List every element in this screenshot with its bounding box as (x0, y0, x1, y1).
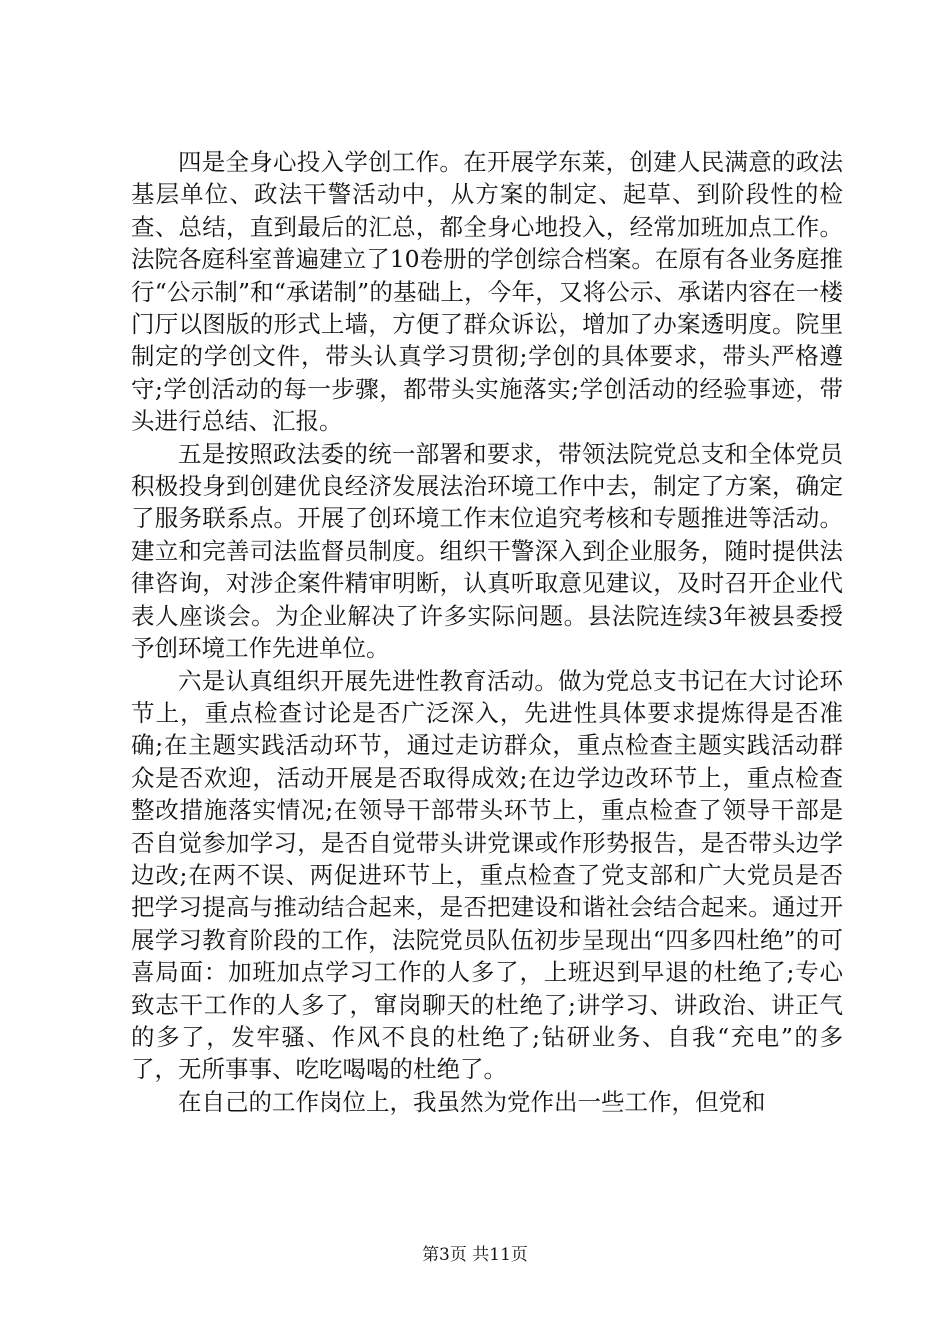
paragraph-4: 四是全身心投入学创工作。在开展学东莱，创建人民满意的政法基层单位、政法干警活动中，从方案的制定、起草、到阶段性的检查、总结，直到最后的汇总，都全身心地投入，经常加班加点工作。法院各庭科室普遍建立了10卷册的学创综合档案。在原有各业务庭推行“公示制”和“承诺制”的基础上，今年，又将公示、承诺内容在一楼门厅以图版的形式上墙，方便了群众诉讼，增加了办案透明度。院里制定的学创文件，带头认真学习贯彻;学创的具体要求，带头严格遵守;学创活动的每一步骤，都带头实施落实;学创活动的经验事迹，带头进行总结、汇报。 (131, 148, 843, 436)
paragraph-5: 五是按照政法委的统一部署和要求，带领法院党总支和全体党员积极投身到创建优良经济发展法治环境工作中去，制定了方案，确定了服务联系点。开展了创环境工作末位追究考核和专题推进等活动。建立和完善司法监督员制度。组织干警深入到企业服务，随时提供法律咨询，对涉企案件精审明断，认真听取意见建议，及时召开企业代表人座谈会。为企业解决了许多实际问题。县法院连续3年被县委授予创环境工作先进单位。 (131, 439, 843, 663)
document-body (131, 146, 843, 1118)
page-footer: 第3页 共11页 (422, 1245, 528, 1265)
paragraph-6: 六是认真组织开展先进性教育活动。做为党总支书记在大讨论环节上，重点检查讨论是否广泛深入，先进性具体要求提炼得是否准确;在主题实践活动环节，通过走访群众，重点检查主题实践活动群众是否欢迎，活动开展是否取得成效;在边学边改环节上，重点检查整改措施落实情况;在领导干部带头环节上，重点检查了领导干部是否自觉参加学习，是否自觉带头讲党课或作形势报告，是否带头边学边改;在两不误、两促进环节上，重点检查了党支部和广大党员是否把学习提高与推动结合起来，是否把建设和谐社会结合起来。通过开展学习教育阶段的工作，法院党员队伍初步呈现出“四多四杜绝”的可喜局面：加班加点学习工作的人多了，上班迟到早退的杜绝了;专心致志干工作的人多了，窜岗聊天的杜绝了;讲学习、讲政治、讲正气的多了，发牢骚、作风不良的杜绝了;钻研业务、自我“充电”的多了，无所事事、吃吃喝喝的杜绝了。 (131, 666, 843, 1084)
paragraph-7: 在自己的工作岗位上，我虽然为党作出一些工作，但党和 (178, 1087, 766, 1116)
